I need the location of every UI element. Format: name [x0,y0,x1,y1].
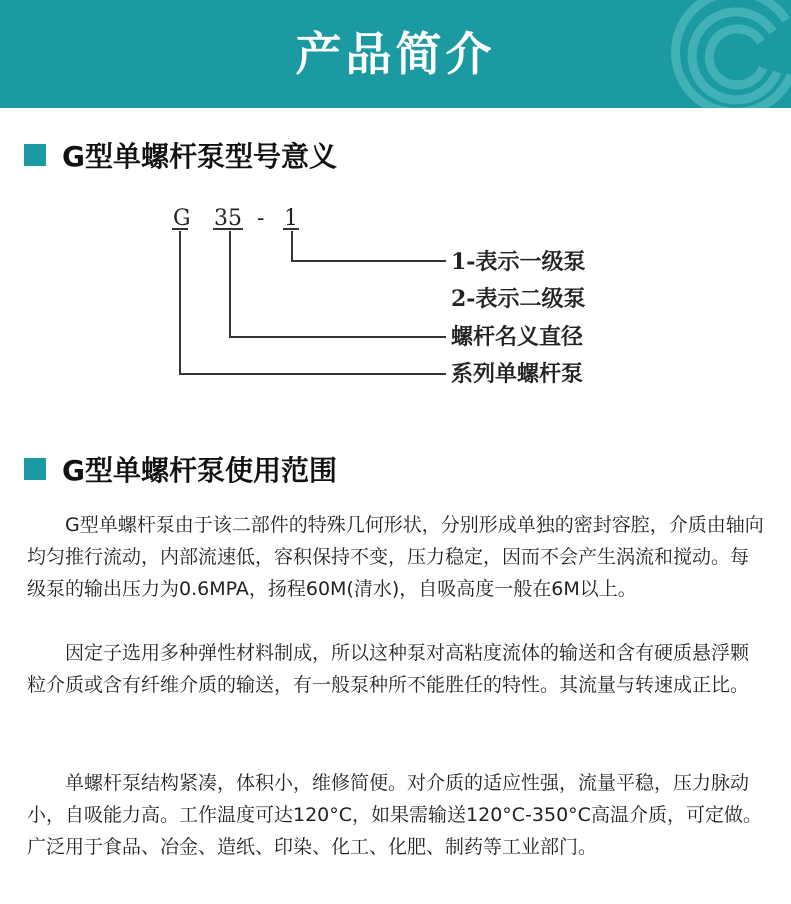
paragraph-features: 单螺杆泵结构紧凑，体积小，维修简便。对介质的适应性强，流量平稳，压力脉动小，自吸能力高。工作温度可达120°C，如果需输送120°C-350°C高温介质，可定做。广泛用于食品、冶金、造纸、印染、化工、化肥、制药等工业部门。 [27,772,762,858]
code-1: 1 [284,206,298,231]
label-series: 系列单螺杆泵 [451,361,584,387]
section-heading-model [24,135,337,175]
leader-line-35 [230,231,446,337]
page-title: 产品简介 [295,27,496,81]
section-title: G型单螺杆泵型号意义 [62,140,337,173]
bullet-square-icon [24,144,46,166]
section-heading-scope [24,449,337,489]
label-screw-diameter: 螺杆名义直径 [451,324,584,350]
bullet-square-icon [24,458,46,480]
code-dash: - [257,206,265,231]
paragraph-stator: 因定子选用多种弹性材料制成，所以这种泵对高粘度流体的输送和含有硬质悬浮颗粒介质或含有纤维介质的输送，有一般泵种所不能胜任的特性。其流量与转速成正比。 [27,642,750,696]
paragraph-intro: G型单螺杆泵由于该二部件的特殊几何形状，分别形成单独的密封容腔，介质由轴向均匀推行流动，内部流速低，容积保持不变，压力稳定，因而不会产生涡流和搅动。每级泵的输出压力为0.6MPA，扬程60M(清水)，自吸高度一般在6M以上。 [27,514,764,600]
code-g: G [173,206,191,231]
section-title: G型单螺杆泵使用范围 [62,454,337,487]
label-two-stage: 2-表示二级泵 [451,286,586,312]
leader-line-1 [292,231,446,261]
label-one-stage: 1-表示一级泵 [451,249,586,275]
header-banner [0,0,791,108]
code-35: 35 [214,206,242,231]
leader-line-g [180,231,446,374]
model-diagram [0,195,791,405]
